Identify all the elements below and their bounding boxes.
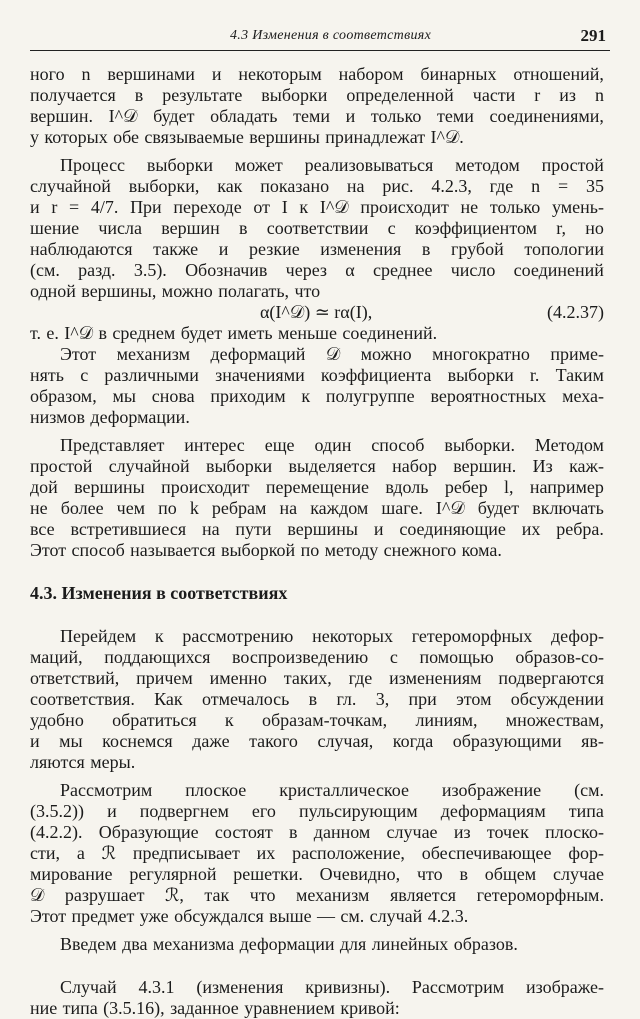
text-line: все встретившиеся на пути вершины и соединяющие их ребра. — [30, 519, 604, 539]
text-line: ответствий, причем именно таких, где изменениям подвергаются — [30, 668, 604, 688]
text-line: (3.5.2)) и подвергнем его пульсирующим деформациям типа — [30, 801, 604, 821]
text-line: ного n вершинами и некоторым набором бинарных отношений, — [30, 64, 604, 84]
text-line: и r = 4/7. При переходе от I к I^𝒟 происходит не только умень- — [30, 197, 604, 217]
page-number: 291 — [580, 26, 606, 45]
text-line: сти, а ℛ предписывает их расположение, обеспечивающее фор- — [30, 843, 604, 863]
text-line: одной вершины, можно полагать, что — [30, 281, 321, 301]
text-line: т. е. I^𝒟 в среднем будет иметь меньше соединений. — [30, 323, 438, 343]
text-line: ляются меры. — [30, 752, 136, 772]
text-line: 𝒟 разрушает ℛ, так что механизм является гетероморфным. — [30, 885, 604, 905]
text-line: нять с различными значениями коэффициента выборки r. Таким — [30, 365, 604, 385]
text-line: (см. разд. 3.5). Обозначив через α среднее число соединений — [30, 260, 604, 280]
text-line: шение числа вершин в соответствии с коэффициентом r, но — [30, 218, 604, 238]
paragraph — [30, 780, 604, 927]
text-line: Рассмотрим плоское кристаллическое изображение (см. — [60, 780, 604, 800]
page-header — [30, 22, 610, 50]
text-line: Этот способ называется выборкой по методу снежного кома. — [30, 540, 502, 560]
body-text — [30, 64, 604, 1019]
text-line: низмов деформации. — [30, 407, 190, 427]
text-line: маций, поддающихся воспроизведению с помощью образов-со- — [30, 647, 604, 667]
text-line: не более чем по k ребрам на каждом шаге. I^𝒟 будет включать — [30, 498, 604, 518]
text-line: простой случайной выборки выделяется набор вершин. Из каж- — [30, 456, 604, 476]
paragraph — [30, 155, 604, 302]
text-line: у которых обе связываемые вершины принадлежат I^𝒟. — [30, 127, 464, 147]
paragraph — [30, 64, 604, 148]
text-line: (4.2.2). Образующие состоят в данном случае из точек плоско- — [30, 822, 604, 842]
equation-number: (4.2.37) — [547, 302, 604, 322]
section-heading: 4.3. Изменения в соответствиях — [30, 583, 288, 603]
text-line: Этот механизм деформаций 𝒟 можно многократно приме- — [60, 344, 604, 364]
running-title: 4.3 Изменения в соответствиях — [230, 28, 432, 43]
header-rule — [30, 50, 610, 51]
text-line: наблюдаются также и резкие изменения в грубой топологии — [30, 239, 604, 259]
paragraph — [30, 344, 604, 428]
paragraph — [30, 977, 604, 1019]
text-line: Случай 4.3.1 (изменения кривизны). Рассмотрим изображе- — [60, 977, 604, 997]
text-line: Этот предмет уже обсуждался выше — см. случай 4.2.3. — [30, 906, 469, 926]
text-line: Представляет интерес еще один способ выборки. Методом — [60, 435, 604, 455]
text-line: вершин. I^𝒟 будет обладать теми и только теми соединениями, — [30, 106, 604, 126]
text-line: удобно обратиться к образам-точкам, линиям, множествам, — [30, 710, 604, 730]
text-line: Процесс выборки может реализовываться методом простой — [60, 155, 604, 175]
text-line: получается в результате выборки определенной части r из n — [30, 85, 604, 105]
text-line: случайной выборки, как показано на рис. 4.2.3, где n = 35 — [30, 176, 604, 196]
paragraph — [30, 626, 604, 773]
text-line: дой вершины происходит перемещение вдоль ребер l, например — [30, 477, 604, 497]
paragraph — [30, 323, 604, 344]
text-line: мирование регулярной решетки. Очевидно, что в общем случае — [30, 864, 604, 884]
text-line: Введем два механизма деформации для линейных образов. — [60, 934, 518, 954]
paragraph — [30, 435, 604, 561]
equation-4-2-37 — [30, 302, 604, 323]
text-line: Перейдем к рассмотрению некоторых гетероморфных дефор- — [60, 626, 604, 646]
equation-formula: α(I^𝒟) ≃ rα(I), — [260, 302, 373, 322]
text-line: соответствия. Как отмечалось в гл. 3, при этом обсуждении — [30, 689, 604, 709]
paragraph — [30, 934, 604, 955]
text-line: ние типа (3.5.16), заданное уравнением кривой: — [30, 998, 400, 1018]
text-line: образом, мы снова приходим к полугруппе вероятностных меха- — [30, 386, 604, 406]
text-line: и мы коснемся даже такого случая, когда образующими яв- — [30, 731, 604, 751]
